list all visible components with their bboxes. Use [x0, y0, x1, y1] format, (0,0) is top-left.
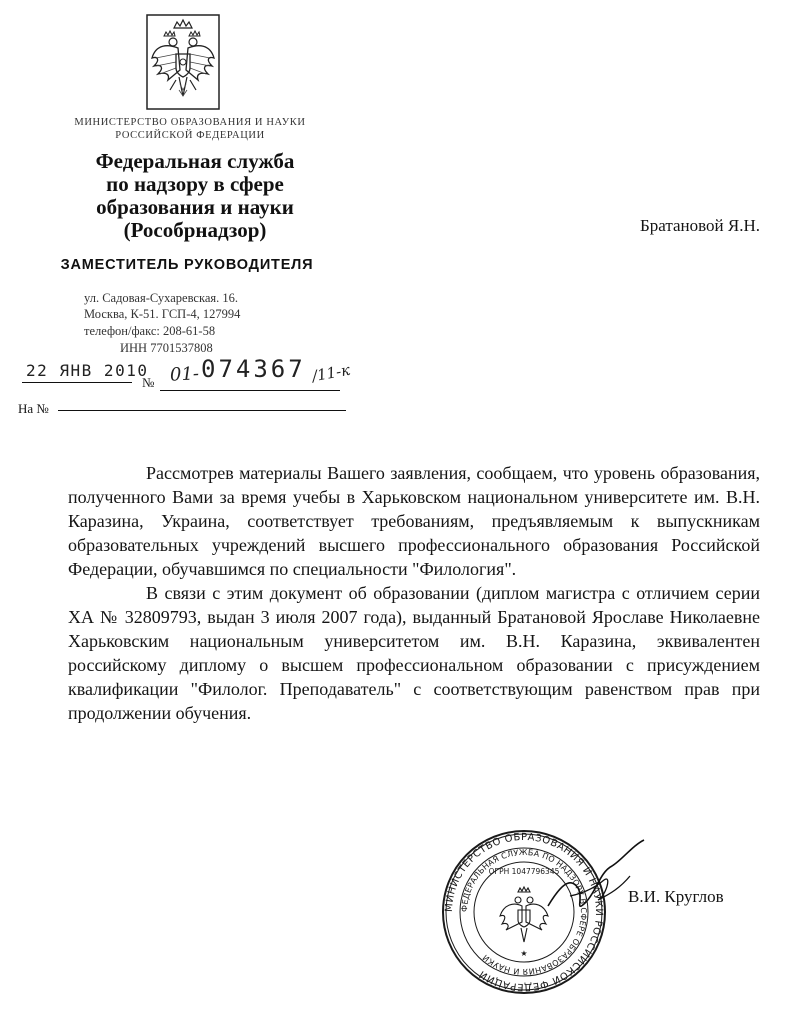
- date-stamp: 22 ЯНВ 2010: [26, 361, 149, 380]
- service-name-line4: (Рособрнадзор): [123, 218, 267, 242]
- service-name-line1: Федеральная служба: [95, 149, 295, 173]
- service-name-line3: образования и науки: [96, 195, 294, 219]
- reply-to-label: На №: [18, 401, 49, 416]
- body-paragraph: Рассмотрев материалы Вашего заявления, сообщаем, что уровень образования, полученного Вами за время учебы в Харьковском национальном университете им. В.Н. Каразина, Украина, соответствует требованиям, предъявляемым к выпускникам образовательных учреждений высшего профессионального образования Российской Федерации, обучавшимся по специальности "Филология".: [68, 463, 760, 579]
- position-title: ЗАМЕСТИТЕЛЬ РУКОВОДИТЕЛЯ: [60, 257, 314, 273]
- address-line: ул. Садовая-Сухаревская. 16.: [84, 291, 239, 305]
- signer-name: В.И. Круглов: [628, 887, 724, 906]
- registration-number-stamp: 074367: [201, 355, 306, 383]
- number-sign: №: [142, 375, 155, 390]
- address-line: Москва, К-51. ГСП-4, 127994: [84, 307, 241, 321]
- handwritten-number-suffix: /11-к: [310, 360, 352, 386]
- ministry-name-line2: РОССИЙСКОЙ ФЕДЕРАЦИИ: [115, 130, 265, 141]
- number-underline: [160, 390, 340, 391]
- inn-line: ИНН 7701537808: [120, 341, 213, 355]
- ministry-name-line1: МИНИСТЕРСТВО ОБРАЗОВАНИЯ И НАУКИ: [74, 117, 306, 128]
- phone-line: телефон/факс: 208-61-58: [84, 324, 216, 338]
- seal-outer-text: МИНИСТЕРСТВО ОБРАЗОВАНИЯ И НАУКИ РОССИЙСКОЙ ФЕДЕРАЦИИ: [443, 831, 605, 993]
- seal-inner-text: ФЕДЕРАЛЬНАЯ СЛУЖБА ПО НАДЗОРУ В СФЕРЕ ОБРАЗОВАНИЯ И НАУКИ: [459, 847, 589, 977]
- service-name-line2: по надзору в сфере: [106, 172, 284, 196]
- reply-to-underline: [58, 410, 346, 411]
- recipient-name: Братановой Я.Н.: [639, 216, 760, 235]
- handwritten-number-prefix: 01-: [169, 363, 200, 386]
- coat-of-arms-icon: [146, 14, 220, 110]
- seal-star-icon: ★: [520, 949, 528, 958]
- letter-body: [68, 461, 760, 725]
- body-paragraph: В связи с этим документ об образовании (диплом магистра с отличием серии ХА № 32809793, выдан 3 июля 2007 года), выданный Братановой Ярославе Николаевне Харьковским национальным университетом им. В.Н. Каразина, эквивалентен российскому диплому о высшем профессиональном образовании с присуждением квалификации "Филолог. Преподаватель" с соответствующим равенством прав при продолжении обучения.: [68, 583, 760, 723]
- handwritten-signature: [540, 836, 650, 926]
- seal-ogrn: ОГРН 1047796345: [488, 867, 560, 876]
- date-underline: [22, 382, 132, 383]
